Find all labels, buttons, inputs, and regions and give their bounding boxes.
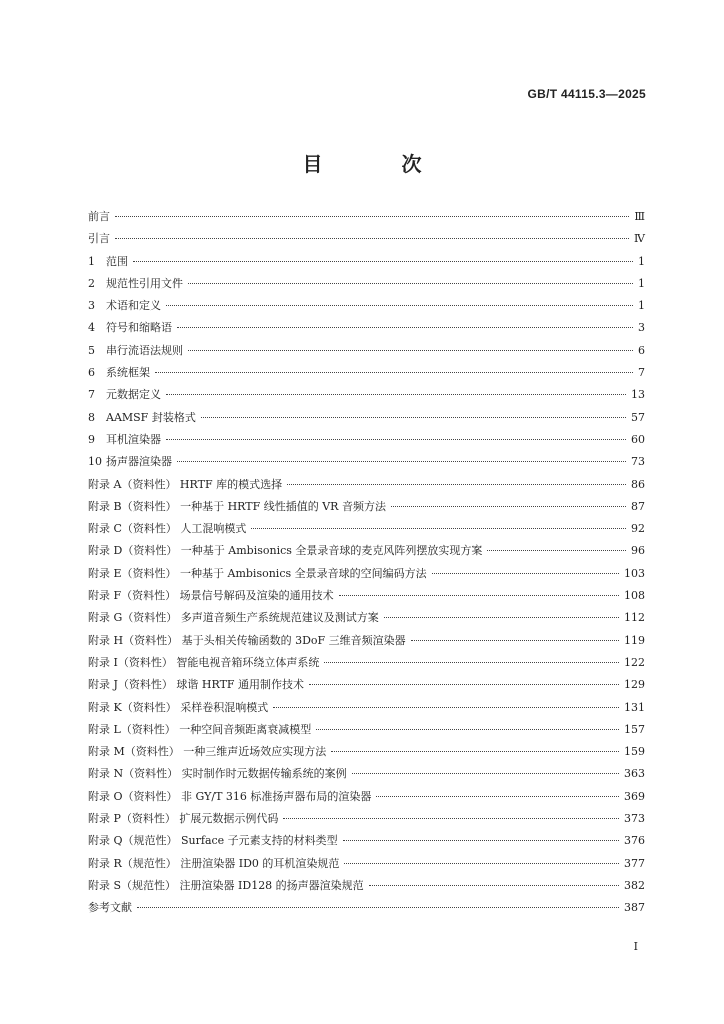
toc-entry-label: 引言 (88, 232, 110, 246)
toc-entry-page: 7 (638, 366, 645, 380)
toc-entry[interactable] (88, 853, 645, 875)
toc-dot-leader (344, 863, 619, 864)
toc-entry-number: 1 (88, 254, 95, 268)
toc-entry-number: 6 (88, 366, 95, 380)
toc-entry[interactable] (88, 630, 645, 652)
toc-entry-page: 382 (624, 878, 645, 892)
toc-entry-label: 附录 S（规范性） 注册渲染器 ID128 的扬声器渲染规范 (88, 878, 364, 892)
toc-entry[interactable] (88, 697, 645, 719)
toc-entry-page: 129 (624, 678, 645, 692)
toc-entry[interactable] (88, 384, 645, 406)
toc-entry-page: 13 (631, 388, 645, 402)
toc-entry-label: 附录 J（资料性） 球谐 HRTF 通用制作技术 (88, 678, 305, 692)
toc-entry-page: 60 (631, 432, 645, 446)
toc-entry-label: 范围 (106, 254, 128, 268)
toc-entry-label: 串行流语法规则 (106, 343, 183, 357)
toc-entry-page: 1 (638, 276, 645, 290)
toc-dot-leader (273, 707, 619, 708)
toc-entry[interactable] (88, 295, 645, 317)
toc-entry[interactable] (88, 830, 645, 852)
toc-entry-number: 7 (88, 388, 95, 402)
toc-entry-label: 附录 P（资料性） 扩展元数据示例代码 (88, 812, 279, 826)
toc-entry-number: 9 (88, 432, 95, 446)
toc-dot-leader (137, 907, 619, 908)
toc-entry-label: 附录 M（资料性） 一种三维声近场效应实现方法 (88, 745, 327, 759)
toc-entry-label: 附录 B（资料性） 一种基于 HRTF 线性插值的 VR 音频方法 (88, 499, 386, 513)
toc-entry-page: 387 (624, 901, 645, 915)
toc-entry-number: 2 (88, 276, 95, 290)
toc-entry[interactable] (88, 741, 645, 763)
toc-dot-leader (343, 840, 619, 841)
toc-entry[interactable] (88, 518, 645, 540)
toc-entry[interactable] (88, 251, 645, 273)
toc-entry-label: 附录 N（资料性） 实时制作时元数据传输系统的案例 (88, 767, 347, 781)
toc-entry[interactable] (88, 429, 645, 451)
toc-dot-leader (369, 885, 619, 886)
toc-entry-label: 系统框架 (106, 366, 150, 380)
toc-entry-label: 附录 Q（规范性） Surface 子元素支持的材料类型 (88, 834, 338, 848)
toc-entry-number: 8 (88, 410, 95, 424)
toc-dot-leader (309, 684, 619, 685)
toc-entry-page: Ⅲ (634, 210, 645, 223)
toc-dot-leader (115, 238, 629, 239)
toc-entry-label: 附录 G（资料性） 多声道音频生产系统规范建议及测试方案 (88, 611, 379, 625)
toc-dot-leader (177, 461, 626, 462)
toc-entry-page: 119 (624, 633, 645, 647)
toc-entry-label: 附录 K（资料性） 采样卷积混响模式 (88, 700, 269, 714)
toc-entry-label: 附录 C（资料性） 人工混响模式 (88, 522, 247, 536)
toc-entry-page: 73 (631, 455, 645, 469)
toc-dot-leader (188, 283, 633, 284)
toc-dot-leader (316, 729, 619, 730)
toc-entry-label: 附录 H（资料性） 基于头相关传输函数的 3DoF 三维音频渲染器 (88, 633, 406, 647)
toc-entry-number: 5 (88, 343, 95, 357)
toc-entry[interactable] (88, 340, 645, 362)
toc-entry-label: 符号和缩略语 (106, 321, 172, 335)
toc-entry-page: 159 (624, 745, 645, 759)
page-number: I (633, 940, 638, 953)
toc-entry-page: 6 (638, 343, 645, 357)
toc-entry-page: 363 (624, 767, 645, 781)
toc-entry-label: 附录 O（资料性） 非 GY/T 316 标准扬声器布局的渲染器 (88, 789, 372, 803)
toc-dot-leader (339, 595, 619, 596)
toc-entry-label: AAMSF 封装格式 (106, 410, 196, 424)
toc-entry[interactable] (88, 206, 645, 228)
toc-entry-label: 扬声器渲染器 (106, 455, 172, 469)
toc-entry-label: 附录 D（资料性） 一种基于 Ambisonics 全景录音球的麦克风阵列摆放实现方案 (88, 544, 483, 558)
toc-entry[interactable] (88, 808, 645, 830)
toc-dot-leader (166, 394, 626, 395)
toc-entry[interactable] (88, 607, 645, 629)
toc-entry-label: 附录 L（资料性） 一种空间音频距离衰减模型 (88, 722, 312, 736)
toc-dot-leader (376, 796, 619, 797)
toc-entry[interactable] (88, 719, 645, 741)
toc-dot-leader (155, 372, 633, 373)
toc-entry-page: 122 (624, 655, 645, 669)
toc-entry-label: 元数据定义 (106, 388, 161, 402)
toc-dot-leader (251, 528, 626, 529)
toc-entry-page: 112 (624, 611, 645, 625)
toc-entry[interactable] (88, 496, 645, 518)
toc-entry[interactable] (88, 563, 645, 585)
toc-entry-page: 87 (631, 499, 645, 513)
toc-entry-number: 3 (88, 299, 95, 313)
toc-dot-leader (287, 484, 626, 485)
toc-entry-page: 3 (638, 321, 645, 335)
toc-dot-leader (188, 350, 633, 351)
toc-dot-leader (177, 327, 633, 328)
toc-dot-leader (115, 216, 629, 217)
page-title: 目 次 (302, 152, 458, 176)
toc-entry-number: 4 (88, 321, 95, 335)
toc-dot-leader (133, 261, 633, 262)
toc-entry-label: 附录 A（资料性） HRTF 库的模式选择 (88, 477, 283, 491)
toc-entry-page: Ⅳ (634, 232, 645, 246)
toc-dot-leader (331, 751, 619, 752)
toc-entry-page: 108 (624, 589, 645, 603)
toc-entry-page: 86 (631, 477, 645, 491)
toc-dot-leader (487, 550, 626, 551)
toc-entry-label: 前言 (88, 210, 110, 223)
toc-entry[interactable] (88, 540, 645, 562)
toc-entry-page: 373 (624, 812, 645, 826)
toc-dot-leader (201, 417, 626, 418)
toc-entry-page: 369 (624, 789, 645, 803)
toc-entry[interactable] (88, 451, 645, 473)
toc-entry[interactable] (88, 228, 645, 250)
toc-entry-page: 157 (624, 722, 645, 736)
standard-code: GB/T 44115.3—2025 (527, 87, 646, 101)
toc-entry-number: 10 (88, 455, 102, 469)
table-of-contents (88, 206, 645, 920)
toc-entry-label: 附录 I（资料性） 智能电视音箱环绕立体声系统 (88, 655, 320, 669)
toc-dot-leader (324, 662, 619, 663)
toc-entry-label: 附录 F（资料性） 场景信号解码及渲染的通用技术 (88, 589, 334, 603)
toc-entry-label: 附录 E（资料性） 一种基于 Ambisonics 全景录音球的空间编码方法 (88, 566, 427, 580)
toc-entry[interactable] (88, 317, 645, 339)
toc-entry-label: 规范性引用文件 (106, 276, 183, 290)
toc-entry-page: 377 (624, 856, 645, 870)
toc-dot-leader (166, 439, 626, 440)
toc-entry-label: 参考文献 (88, 901, 132, 915)
toc-entry[interactable] (88, 474, 645, 496)
toc-entry[interactable] (88, 674, 645, 696)
toc-entry[interactable] (88, 362, 645, 384)
toc-dot-leader (166, 305, 633, 306)
toc-entry[interactable] (88, 875, 645, 897)
toc-dot-leader (352, 773, 619, 774)
toc-entry-page: 103 (624, 566, 645, 580)
toc-entry-page: 1 (638, 299, 645, 313)
toc-entry-page: 96 (631, 544, 645, 558)
toc-entry-page: 1 (638, 254, 645, 268)
toc-dot-leader (283, 818, 619, 819)
toc-entry[interactable] (88, 897, 645, 919)
toc-entry-page: 92 (631, 522, 645, 536)
toc-entry[interactable] (88, 786, 645, 808)
toc-entry[interactable] (88, 273, 645, 295)
toc-entry[interactable] (88, 585, 645, 607)
toc-entry-page: 57 (631, 410, 645, 424)
toc-entry-page: 131 (624, 700, 645, 714)
toc-dot-leader (411, 640, 619, 641)
toc-entry[interactable] (88, 407, 645, 429)
toc-entry[interactable] (88, 763, 645, 785)
toc-entry-label: 术语和定义 (106, 299, 161, 313)
toc-entry-label: 耳机渲染器 (106, 432, 161, 446)
toc-entry-label: 附录 R（规范性） 注册渲染器 ID0 的耳机渲染规范 (88, 856, 340, 870)
toc-dot-leader (432, 573, 619, 574)
toc-dot-leader (391, 506, 626, 507)
toc-entry-page: 376 (624, 834, 645, 848)
toc-dot-leader (384, 617, 619, 618)
toc-entry[interactable] (88, 652, 645, 674)
